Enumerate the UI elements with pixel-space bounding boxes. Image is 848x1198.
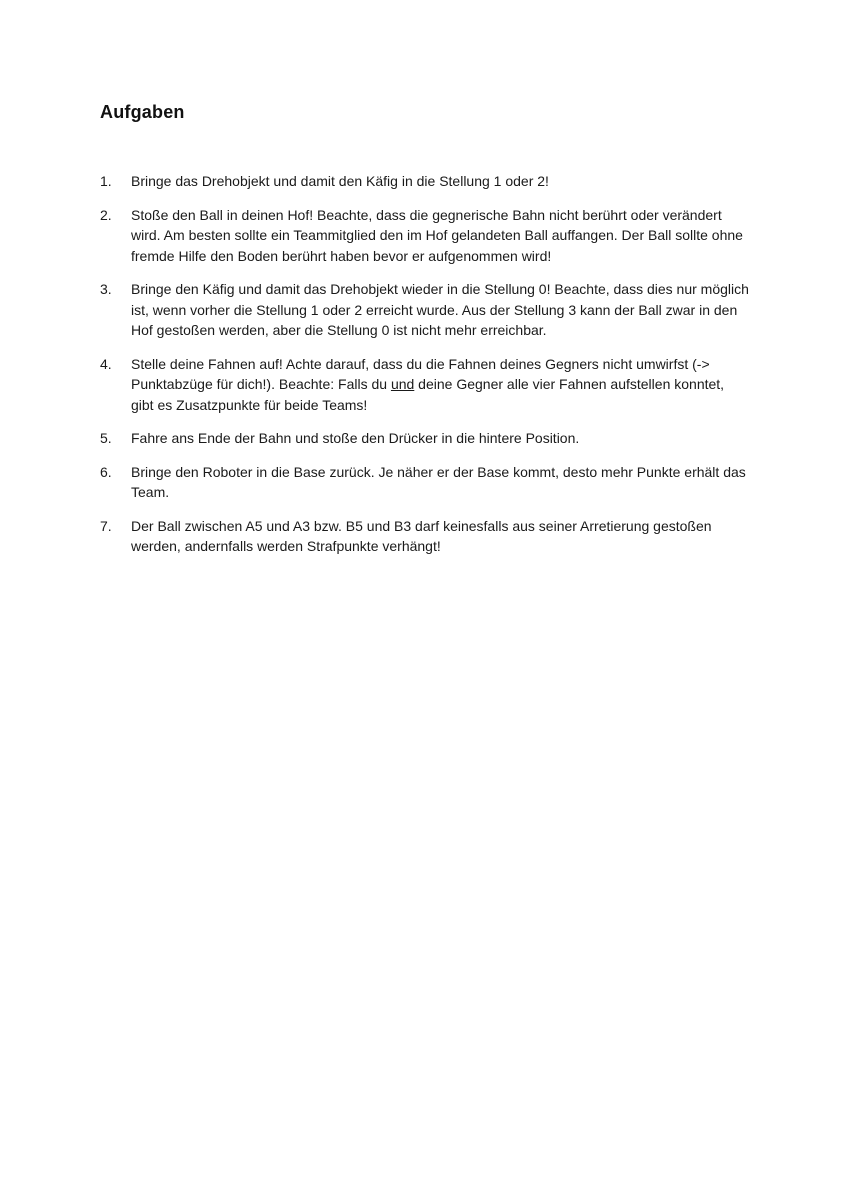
task-number: 4. xyxy=(100,355,112,372)
task-text: Stoße den Ball in deinen Hof! Beachte, dass die gegnerische Bahn nicht berührt oder verändert wird. Am besten sollte ein Teammitglied den im Hof gelandeten Ball auffangen. Der Ball sollte ohne fremde Hilfe den Boden berührt haben bevor er aufgenommen wird! xyxy=(131,206,743,264)
task-item-3 xyxy=(100,279,750,341)
task-item-5 xyxy=(100,428,750,449)
task-number: 2. xyxy=(100,206,112,223)
task-text: Der Ball zwischen A5 und A3 bzw. B5 und B3 darf keinesfalls aus seiner Arretierung gestoßen werden, andernfalls werden Strafpunkte verhängt! xyxy=(131,517,712,554)
task-text: Bringe das Drehobjekt und damit den Käfig in die Stellung 1 oder 2! xyxy=(131,173,549,189)
task-item-4 xyxy=(100,354,750,416)
task-text xyxy=(131,356,724,413)
task-number: 6. xyxy=(100,463,112,480)
task-item-6 xyxy=(100,462,750,503)
task-item-1 xyxy=(100,171,750,192)
page-title: Aufgaben xyxy=(100,102,185,122)
task-number: 1. xyxy=(100,173,112,189)
task-text: Bringe den Roboter in die Base zurück. Je näher er der Base kommt, desto mehr Punkte erhält das Team. xyxy=(131,463,746,500)
task-list xyxy=(100,171,750,570)
task-number: 5. xyxy=(100,430,112,446)
task-number: 3. xyxy=(100,281,112,297)
task-text: Fahre ans Ende der Bahn und stoße den Drücker in die hintere Position. xyxy=(131,430,580,446)
task-item-2 xyxy=(100,205,750,267)
task-number: 7. xyxy=(100,517,112,534)
task-text: Bringe den Käfig und damit das Drehobjekt wieder in die Stellung 0! Beachte, dass dies nur möglich ist, wenn vorher die Stellung 1 oder 2 erreicht wurde. Aus der Stellung 3 kann der Ball zwar in den Hof gestoßen werden, aber die Stellung 0 ist nicht mehr erreichbar. xyxy=(131,281,749,338)
task-text-after: deine Gegner alle vier Fahnen aufstellen konntet, gibt es Zusatzpunkte für beide Teams! xyxy=(131,376,725,413)
underlined-word: und xyxy=(390,376,415,392)
task-text-before: Stelle deine Fahnen auf! Achte darauf, dass du die Fahnen deines Gegners nicht umwirfst (-> Punktabzüge für dich!). Beachte: Falls du xyxy=(131,355,710,392)
task-item-7 xyxy=(100,516,750,557)
